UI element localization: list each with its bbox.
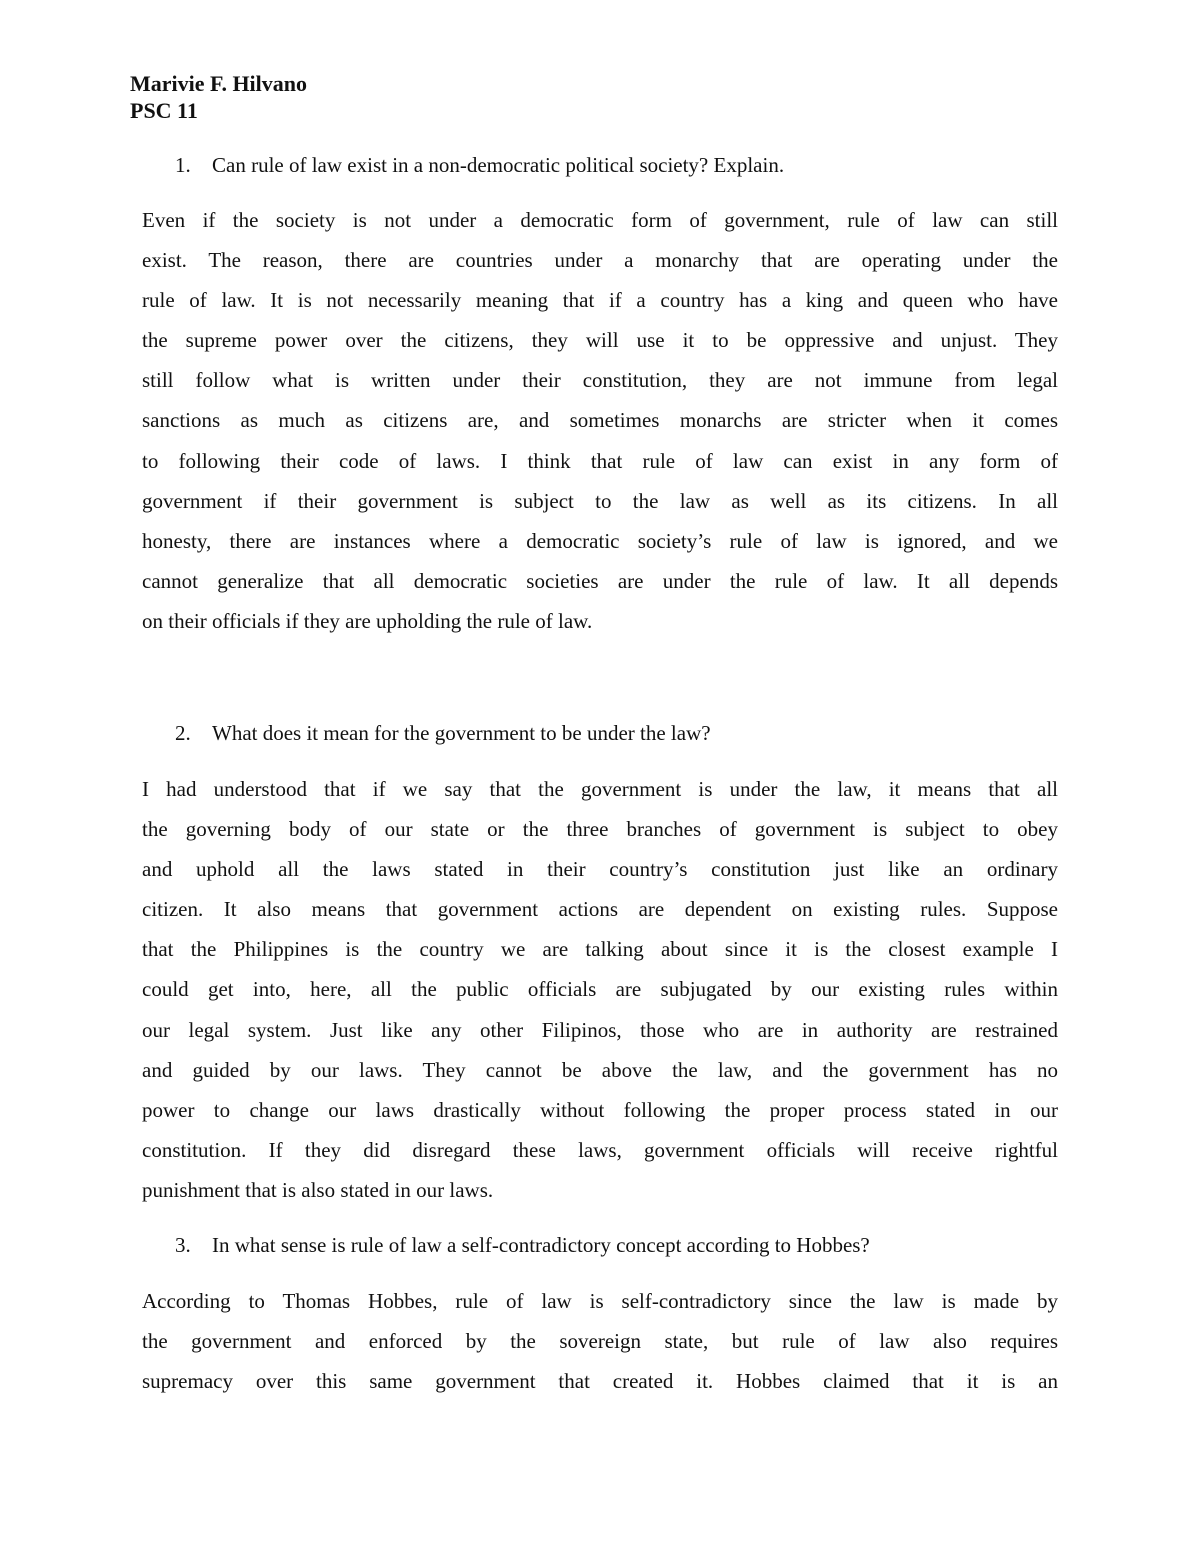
author-name: Marivie F. Hilvano — [130, 71, 308, 96]
question-3 — [175, 1232, 870, 1258]
answer-line: still follow what is written under their constitution, they are not immune from legal — [142, 368, 1058, 393]
answer-line: Even if the society is not under a democratic form of government, rule of law can still — [142, 208, 1058, 232]
answer-line: According to Thomas Hobbes, rule of law is self-contradictory since the law is made by — [142, 1289, 1058, 1313]
answer-line: punishment that is also stated in our laws. — [142, 1177, 494, 1202]
answer-line: and guided by our laws. They cannot be above the law, and the government has no — [142, 1057, 1058, 1082]
answer-line: sanctions as much as citizens are, and sometimes monarchs are stricter when it comes — [142, 408, 1058, 433]
course-code: PSC 11 — [130, 98, 198, 123]
answer-line: citizen. It also means that government actions are dependent on existing rules. Suppose — [142, 897, 1058, 922]
answer-2 — [142, 769, 1058, 1210]
answer-line: that the Philippines is the country we are talking about since it is the closest example I — [142, 937, 1058, 962]
answer-line: on their officials if they are upholding the rule of law. — [142, 608, 593, 633]
question-text: What does it mean for the government to be under the law? — [212, 721, 711, 745]
answer-3 — [142, 1281, 1058, 1401]
question-1 — [175, 152, 784, 178]
answer-line: our legal system. Just like any other Filipinos, those who are in authority are restrained — [142, 1017, 1058, 1042]
answer-line: power to change our laws drastically without following the proper process stated in our — [142, 1097, 1058, 1122]
answer-line: constitution. If they did disregard these laws, government officials will receive rightful — [142, 1137, 1058, 1162]
question-number: 1. — [175, 153, 191, 177]
answer-line: could get into, here, all the public officials are subjugated by our existing rules within — [142, 977, 1058, 1002]
answer-line: supremacy over this same government that created it. Hobbes claimed that it is an — [142, 1369, 1058, 1394]
question-number: 2. — [175, 721, 191, 745]
answer-line: the supreme power over the citizens, they will use it to be oppressive and unjust. They — [142, 328, 1058, 353]
answer-line: cannot generalize that all democratic societies are under the rule of law. It all depends — [142, 568, 1058, 593]
answer-line: I had understood that if we say that the government is under the law, it means that all — [142, 777, 1058, 801]
answer-line: to following their code of laws. I think that rule of law can exist in any form of — [142, 448, 1058, 473]
question-2 — [175, 720, 711, 746]
question-text: Can rule of law exist in a non-democratic political society? Explain. — [212, 153, 785, 177]
answer-line: honesty, there are instances where a democratic society’s rule of law is ignored, and we — [142, 528, 1058, 553]
answer-line: exist. The reason, there are countries under a monarchy that are operating under the — [142, 248, 1058, 273]
answer-line: government if their government is subject to the law as well as its citizens. In all — [142, 488, 1058, 513]
answer-line: rule of law. It is not necessarily meaning that if a country has a king and queen who have — [142, 288, 1058, 313]
question-number: 3. — [175, 1233, 191, 1257]
question-text: In what sense is rule of law a self-contradictory concept according to Hobbes? — [212, 1233, 870, 1257]
answer-1 — [142, 200, 1058, 641]
answer-line: the government and enforced by the sovereign state, but rule of law also requires — [142, 1329, 1058, 1354]
answer-line: and uphold all the laws stated in their country’s constitution just like an ordinary — [142, 857, 1058, 882]
answer-line: the governing body of our state or the three branches of government is subject to obey — [142, 817, 1058, 842]
